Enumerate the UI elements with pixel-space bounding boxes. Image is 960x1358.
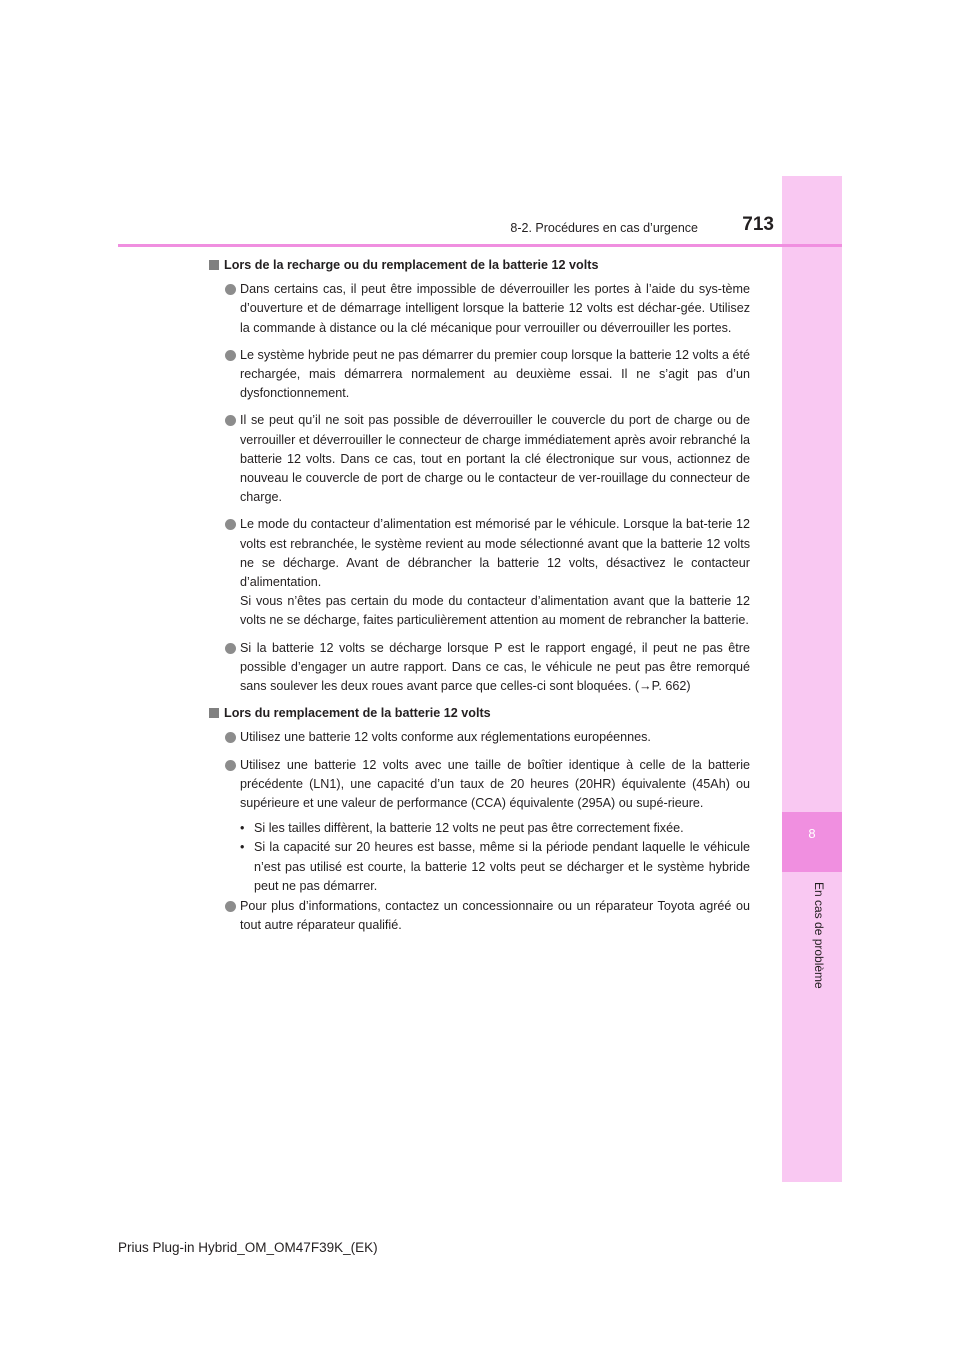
page-content — [208, 256, 750, 944]
section-label: 8-2. Procédures en cas d’urgence — [510, 221, 698, 235]
chapter-number: 8 — [808, 826, 816, 841]
document-footer: Prius Plug-in Hybrid_OM_OM47F39K_(EK) — [118, 1240, 378, 1255]
bullet-mark: • — [240, 840, 245, 855]
circle-bullet-icon — [225, 350, 236, 361]
sub-list-item: • Si la capacité sur 20 heures est basse, même si la période pendant laquelle le véhicule n’est pas utilisé est courte, la batterie 12 volts peut se décharger et le système hybride peut ne pas démarrer. — [240, 840, 750, 893]
chapter-title: En cas de problème — [812, 882, 826, 989]
circle-bullet-icon — [225, 415, 236, 426]
circle-bullet-icon — [225, 901, 236, 912]
section-heading: Lors du remplacement de la batterie 12 volts — [208, 704, 750, 723]
chapter-side-tab — [782, 176, 842, 1182]
page-number: 713 — [742, 214, 774, 235]
circle-bullet-icon — [225, 760, 236, 771]
list-item: Il se peut qu’il ne soit pas possible de déverrouiller le couvercle du port de charge ou de verrouiller et déverrouiller le connecteur de charge immédiatement après avoir rebranché la batterie 12 volts. Dans ce cas, tout en portant la clé électronique sur vous, actionnez de nouveau le couvercle de port de charge ou le contacteur de ver-rouillage du connecteur de charge. — [208, 411, 750, 507]
list-item: Le mode du contacteur d’alimentation est mémorisé par le véhicule. Lorsque la bat-terie 12 volts est rebranchée, le système revient au mode sélectionné avant que la batterie 12 volts ne se décharge. Avant de débrancher la batterie 12 volts, désactivez le contacteur d’alimentation. Si vous n’êtes pas certain du mode du contacteur d’alimentation avant que la batterie 12 volts ne se décharge, faites particulièrement attention au moment de rebrancher la batterie. — [208, 515, 750, 630]
header-rule — [118, 244, 842, 247]
section-heading: Lors de la recharge ou du remplacement de la batterie 12 volts — [208, 256, 750, 275]
list-item: Utilisez une batterie 12 volts conforme aux réglementations européennes. — [208, 728, 750, 747]
list-item: Utilisez une batterie 12 volts avec une taille de boîtier identique à celle de la batterie précédente (LN1), une capacité d’un taux de 20 heures (20HR) équivalente (45Ah) ou supérieure et une valeur de performance (CCA) équivalente (295A) ou supé-rieure. — [208, 756, 750, 814]
circle-bullet-icon — [225, 643, 236, 654]
circle-bullet-icon — [225, 519, 236, 530]
square-bullet-icon — [209, 260, 219, 270]
bullet-mark: • — [240, 821, 245, 836]
list-item: Le système hybride peut ne pas démarrer du premier coup lorsque la batterie 12 volts a été rechargée, mais démarrera normalement au deuxième essai. Il ne s’agit pas d’un dysfonctionnement. — [208, 346, 750, 404]
list-item: Si la batterie 12 volts se décharge lorsque P est le rapport engagé, il peut ne pas être possible d’engager un autre rapport. Dans ce cas, le véhicule ne peut pas être remorqué sans soulever les deux roues avant parce que celles-ci sont bloquées. (→P. 662) — [208, 639, 750, 697]
sub-list — [208, 819, 750, 896]
square-bullet-icon — [209, 708, 219, 718]
sub-list-item: • Si les tailles diffèrent, la batterie 12 volts ne peut pas être correctement fixée. — [240, 819, 750, 838]
list-item: Dans certains cas, il peut être impossible de déverrouiller les portes à l’aide du sys-tème d’ouverture et de démarrage intelligent lorsque la batterie 12 volts est déchar-gée. Utilisez la commande à distance ou la clé mécanique pour verrouiller ou déverrouiller les portes. — [208, 280, 750, 338]
list-item: Pour plus d’informations, contactez un concessionnaire ou un réparateur Toyota agréé ou tout autre réparateur qualifié. — [208, 897, 750, 935]
circle-bullet-icon — [225, 284, 236, 295]
circle-bullet-icon — [225, 732, 236, 743]
chapter-number-block — [782, 812, 842, 872]
